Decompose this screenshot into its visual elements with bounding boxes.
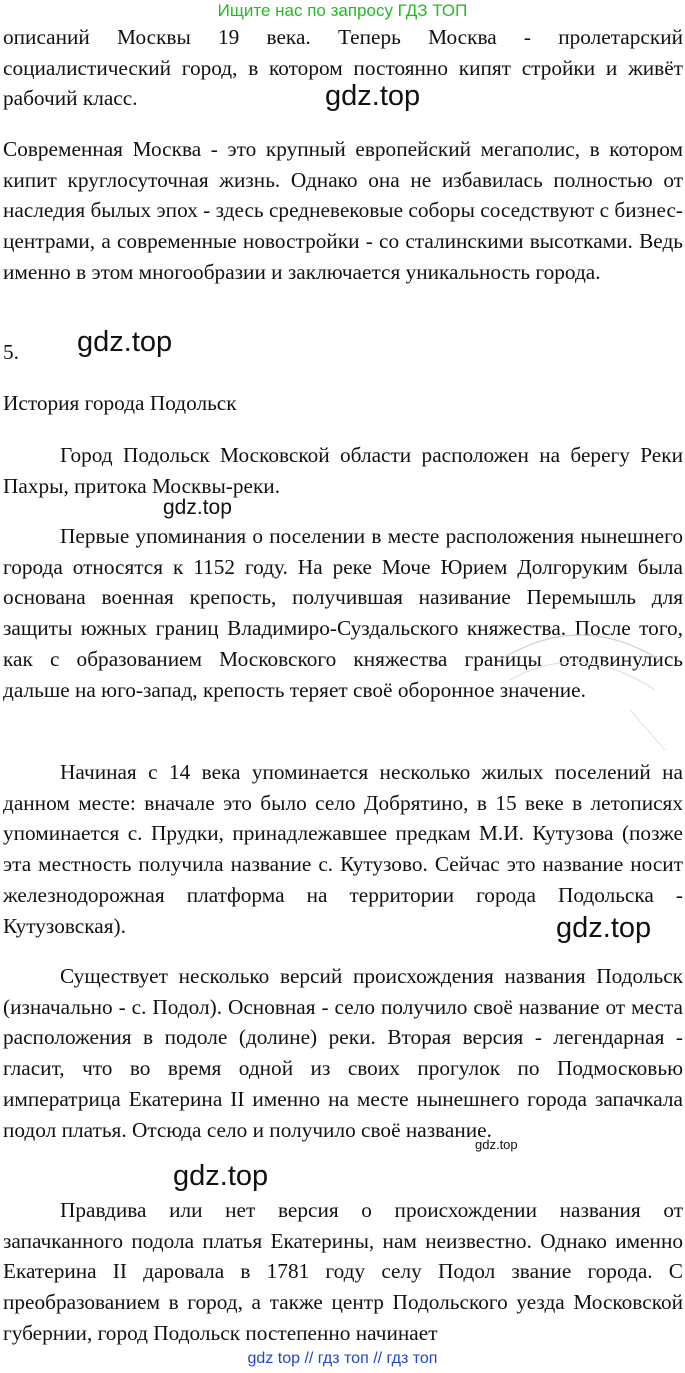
paragraph-modern-moscow: Современная Москва - это крупный европейский мегаполис, в котором кипит круглосуточная жизнь. Однако она не избавилась полностью от наследия былых эпох - здесь средневековые соборы соседствуют с бизнес-центрами, а современные новостройки - со сталинскими высотками. Ведь именно в этом многообразии и заключается уникальность города. [3, 137, 683, 284]
paragraph-first-mentions: Первые упоминания о поселении в месте расположения нынешнего города относятся к 1152 году. На реке Моче Юрием Долгоруким была основана военная крепость, получившая називание Перемышль для защиты южных границ Владимиро-Суздальского княжества. После того, как с образованием Московского княжества границы отодвинулись дальше на юго-запад, крепость теряет своё оборонное значение. [3, 524, 683, 702]
section-title: История города Подольск [3, 391, 237, 415]
paragraph-settlements: Начиная с 14 века упоминается несколько жилых поселений на данном месте: вначале это было село Добрятино, в 15 веке в летописях упоминается с. Прудки, принадлежавшее предкам М.И. Кутузова (позже эта местность получила название с. Кутузово. Сейчас это название носит железнодорожная платформа на территории города Подольска - Кутузовская). [3, 760, 683, 938]
paragraph-name-versions: Существует несколько версий происхождения названия Подольск (изначально - с. Подол). Основная - село получило своё название от места расположения в подоле (долине) реки. Вторая версия - легендарная - гласит, что во время одной из своих прогулок по Подмосковью императрица Екатерина II именно на месте нынешнего города запачкала подол платья. Отсюда село и получило своё название. [3, 964, 683, 1142]
watermark-gdz-top: gdz.top [163, 496, 232, 519]
watermark-gdz-top: gdz.top [77, 326, 173, 358]
paragraph-location: Город Подольск Московской области расположен на берегу Реки Пахры, притока Москвы-реки. [3, 443, 683, 498]
paragraph-moscow-end: описаний Москвы 19 века. Теперь Москва - пролетарский социалистический город, в котором постоянно кипят стройки и живёт рабочий класс. [3, 25, 683, 111]
section-number: 5. [3, 340, 19, 364]
bottom-site-banner: gdz top // гдз топ // гдз топ [247, 1350, 438, 1367]
watermark-gdz-top: gdz.top [475, 1137, 518, 1152]
watermark-gdz-top: gdz.top [325, 80, 421, 112]
watermark-gdz-top: gdz.top [556, 912, 652, 944]
watermark-gdz-top: gdz.top [173, 1160, 269, 1192]
top-search-banner: Ищите нас по запросу ГДЗ ТОП [217, 1, 468, 20]
paragraph-city-status: Правдива или нет версия о происхождении названия от запачканного подола платья Екатерины, нам неизвестно. Однако именно Екатерина II даровала в 1781 году селу Подол звание города. С преобразованием в город, а также центр Подольского уезда Московской губернии, город Подольск постепенно начинает [3, 1198, 683, 1345]
